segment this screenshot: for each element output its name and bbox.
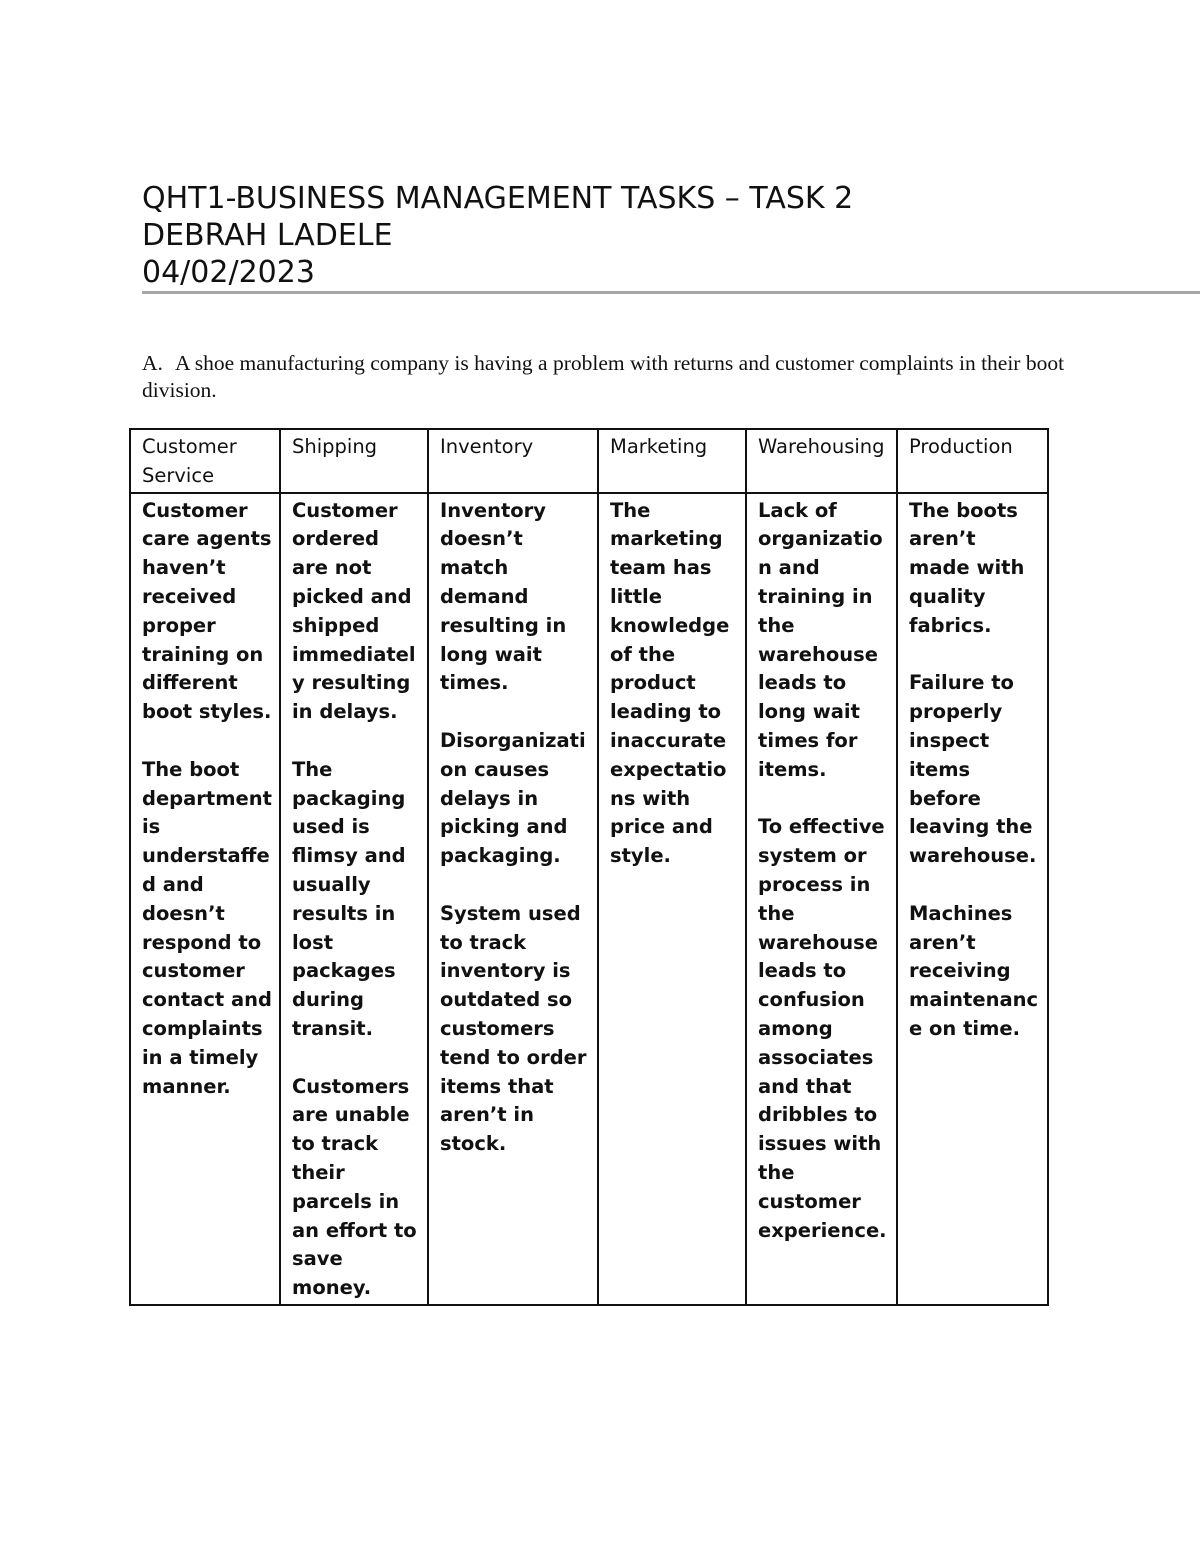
cell-paragraph: The marketing team has little knowledge of the product leading to inaccurate expectations with price and style.	[610, 498, 730, 868]
cell-shipping	[280, 493, 428, 1305]
header-shipping: Shipping	[280, 429, 428, 493]
title-line-date: 04/02/2023	[142, 255, 315, 290]
table-header-row	[130, 429, 1048, 493]
header-inventory: Inventory	[428, 429, 598, 493]
cell-inventory	[428, 493, 598, 1305]
title-line-author: DEBRAH LADELE	[142, 218, 393, 253]
cell-customer-service	[130, 493, 280, 1305]
header-warehousing: Warehousing	[746, 429, 897, 493]
title-divider	[142, 291, 1200, 294]
cell-paragraph: Lack of organization and training in the warehouse leads to long wait times for items.	[758, 498, 883, 781]
table-row	[130, 493, 1048, 1305]
cell-paragraph: Disorganization causes delays in picking and packaging.	[440, 728, 586, 868]
cell-paragraph: Customers are unable to track their parcels in an effort to save money.	[292, 1074, 417, 1300]
cell-paragraph: The boots aren’t made with quality fabrics.	[909, 498, 1025, 637]
cell-paragraph: Customer ordered are not picked and shipped immediately resulting in delays.	[292, 498, 416, 724]
cell-paragraph: The boot department is understaffed and doesn’t respond to customer contact and complaints in a timely manner.	[142, 757, 272, 1098]
header-production: Production	[897, 429, 1048, 493]
cell-paragraph: To effective system or process in the warehouse leads to confusion among associates and that dribbles to issues with the customer experience.	[758, 815, 887, 1242]
cell-paragraph: System used to track inventory is outdated so customers tend to order items that aren’t in stock.	[440, 901, 587, 1156]
title-line-course: QHT1-BUSINESS MANAGEMENT TASKS – TASK 2	[142, 181, 854, 216]
cell-paragraph: Failure to properly inspect items before leaving the warehouse.	[909, 671, 1037, 868]
header-marketing: Marketing	[598, 429, 746, 493]
intro-paragraph	[142, 350, 1082, 404]
intro-text: A shoe manufacturing company is having a problem with returns and customer complaints in their boot division.	[142, 351, 1065, 402]
department-issues-table	[129, 428, 1049, 1306]
cell-paragraph: Machines aren’t receiving maintenance on time.	[909, 901, 1039, 1040]
document-title	[142, 180, 853, 291]
cell-production	[897, 493, 1048, 1305]
intro-list-marker: A.	[142, 351, 163, 375]
cell-paragraph: The packaging used is flimsy and usually results in lost packages during transit.	[292, 757, 406, 1040]
cell-paragraph: Inventory doesn’t match demand resulting in long wait times.	[440, 498, 567, 695]
header-customer-service: Customer Service	[130, 429, 280, 493]
cell-paragraph: Customer care agents haven’t received proper training on different boot styles.	[142, 498, 272, 724]
cell-warehousing	[746, 493, 897, 1305]
cell-marketing	[598, 493, 746, 1305]
